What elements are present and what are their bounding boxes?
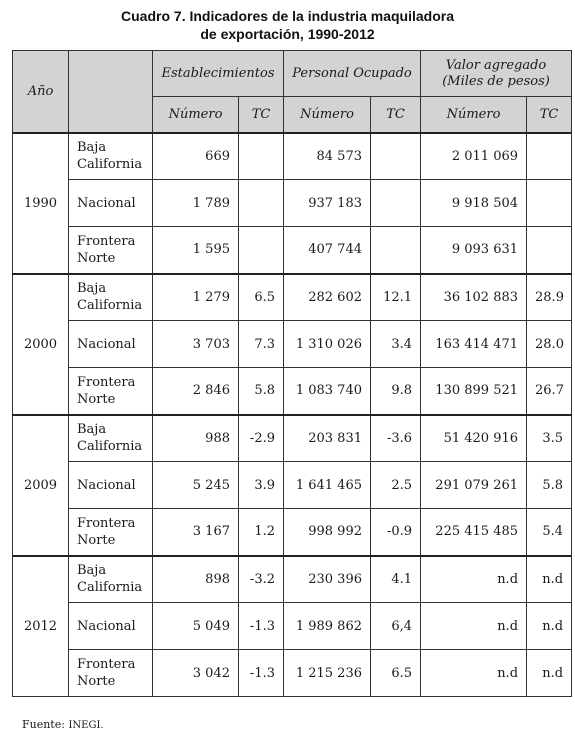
table-row	[13, 556, 572, 603]
table-row	[13, 180, 572, 227]
region-line1: Baja	[77, 422, 107, 438]
source-name: INEGI.	[68, 720, 104, 731]
val-tc-cell: 26.7	[527, 368, 572, 415]
region-line1: Frontera	[77, 657, 136, 672]
region-cell	[69, 603, 153, 650]
est-numero-cell: 3 167	[153, 509, 239, 556]
region-line1: Baja	[77, 140, 107, 156]
region-line1: Frontera	[77, 374, 136, 390]
val-tc-cell: 3.5	[527, 415, 572, 462]
per-tc-cell: 3.4	[371, 321, 421, 368]
per-tc-cell: 2.5	[371, 462, 421, 509]
header-personal-ocupado: Personal Ocupado	[284, 51, 421, 97]
region-line2: California	[77, 439, 143, 455]
est-tc-cell: -1.3	[239, 650, 284, 697]
val-numero-cell: 51 420 916	[421, 415, 527, 462]
per-tc-cell: 12.1	[371, 274, 421, 321]
val-numero-cell: n.d	[421, 650, 527, 697]
region-line2: Norte	[77, 674, 116, 689]
per-tc-cell: 6,4	[371, 603, 421, 650]
region-cell	[69, 133, 153, 180]
est-numero-cell: 2 846	[153, 368, 239, 415]
table-row	[13, 603, 572, 650]
per-numero-cell: 1 310 026	[284, 321, 371, 368]
header-valor-line1: Valor agregado	[445, 57, 547, 73]
header-anio: Año	[13, 51, 69, 133]
val-tc-cell	[527, 180, 572, 227]
est-tc-cell: 5.8	[239, 368, 284, 415]
table-title-line2: de exportación, 1990-2012	[200, 26, 375, 42]
val-numero-cell: 163 414 471	[421, 321, 527, 368]
per-numero-cell: 1 215 236	[284, 650, 371, 697]
est-numero-cell: 988	[153, 415, 239, 462]
table-row	[13, 509, 572, 556]
region-line2: California	[77, 580, 143, 596]
per-numero-cell: 282 602	[284, 274, 371, 321]
val-tc-cell: 5.4	[527, 509, 572, 556]
header-valor-line2: (Miles de pesos)	[442, 73, 550, 89]
per-tc-cell	[371, 133, 421, 180]
val-numero-cell: 130 899 521	[421, 368, 527, 415]
region-cell	[69, 321, 153, 368]
region-line1: Nacional	[77, 336, 136, 352]
year-cell: 2000	[13, 274, 69, 415]
region-line1: Nacional	[77, 195, 136, 211]
table-row	[13, 133, 572, 180]
region-line2: California	[77, 298, 143, 314]
per-numero-cell: 84 573	[284, 133, 371, 180]
region-line1: Nacional	[77, 618, 136, 634]
region-cell	[69, 415, 153, 462]
est-tc-cell: 7.3	[239, 321, 284, 368]
region-line1: Baja	[77, 281, 107, 297]
est-numero-cell: 5 049	[153, 603, 239, 650]
per-tc-cell: 6.5	[371, 650, 421, 697]
table-row	[13, 415, 572, 462]
per-numero-cell: 230 396	[284, 556, 371, 603]
header-val-numero: Número	[421, 97, 527, 133]
per-tc-cell: 9.8	[371, 368, 421, 415]
region-cell	[69, 274, 153, 321]
year-cell: 1990	[13, 133, 69, 274]
year-cell: 2012	[13, 556, 69, 697]
est-numero-cell: 898	[153, 556, 239, 603]
header-valor-agregado	[421, 51, 572, 97]
val-tc-cell: 28.0	[527, 321, 572, 368]
est-tc-cell	[239, 180, 284, 227]
table-row	[13, 368, 572, 415]
est-numero-cell: 1 279	[153, 274, 239, 321]
per-tc-cell	[371, 227, 421, 274]
region-line2: Norte	[77, 532, 116, 548]
per-numero-cell: 1 641 465	[284, 462, 371, 509]
region-cell	[69, 368, 153, 415]
per-numero-cell: 203 831	[284, 415, 371, 462]
est-tc-cell: 1.2	[239, 509, 284, 556]
region-cell	[69, 180, 153, 227]
header-region-blank	[69, 51, 153, 133]
val-numero-cell: 225 415 485	[421, 509, 527, 556]
val-numero-cell: 36 102 883	[421, 274, 527, 321]
val-tc-cell: n.d	[527, 650, 572, 697]
val-tc-cell	[527, 133, 572, 180]
region-line1: Frontera	[77, 233, 136, 249]
header-per-tc: TC	[371, 97, 421, 133]
table-row	[13, 462, 572, 509]
per-tc-cell: 4.1	[371, 556, 421, 603]
header-per-numero: Número	[284, 97, 371, 133]
indicators-table	[12, 50, 572, 697]
val-numero-cell: 9 918 504	[421, 180, 527, 227]
est-tc-cell: 3.9	[239, 462, 284, 509]
region-line1: Frontera	[77, 515, 136, 531]
per-numero-cell: 1 989 862	[284, 603, 371, 650]
header-establecimientos: Establecimientos	[153, 51, 284, 97]
val-numero-cell: 291 079 261	[421, 462, 527, 509]
est-tc-cell	[239, 227, 284, 274]
source-note	[22, 718, 104, 731]
est-tc-cell: 6.5	[239, 274, 284, 321]
table-title-line1: Cuadro 7. Indicadores de la industria maquiladora	[121, 8, 454, 24]
header-est-numero: Número	[153, 97, 239, 133]
val-tc-cell: 28.9	[527, 274, 572, 321]
year-cell: 2009	[13, 415, 69, 556]
est-numero-cell: 3 042	[153, 650, 239, 697]
header-val-tc: TC	[527, 97, 572, 133]
est-numero-cell: 5 245	[153, 462, 239, 509]
est-numero-cell: 1 595	[153, 227, 239, 274]
region-line2: Norte	[77, 250, 116, 266]
table-row	[13, 321, 572, 368]
val-numero-cell: n.d	[421, 603, 527, 650]
source-label: Fuente:	[22, 718, 69, 731]
table-row	[13, 650, 572, 697]
region-cell	[69, 650, 153, 697]
table-title	[0, 7, 575, 43]
est-numero-cell: 3 703	[153, 321, 239, 368]
region-line2: Norte	[77, 391, 116, 407]
per-tc-cell: -3.6	[371, 415, 421, 462]
val-numero-cell: n.d	[421, 556, 527, 603]
val-tc-cell: n.d	[527, 603, 572, 650]
est-tc-cell: -1.3	[239, 603, 284, 650]
table-row	[13, 227, 572, 274]
per-numero-cell: 407 744	[284, 227, 371, 274]
est-tc-cell	[239, 133, 284, 180]
region-cell	[69, 556, 153, 603]
est-numero-cell: 669	[153, 133, 239, 180]
val-tc-cell	[527, 227, 572, 274]
val-tc-cell: 5.8	[527, 462, 572, 509]
val-tc-cell: n.d	[527, 556, 572, 603]
est-tc-cell: -2.9	[239, 415, 284, 462]
region-cell	[69, 227, 153, 274]
region-cell	[69, 462, 153, 509]
header-est-tc: TC	[239, 97, 284, 133]
est-tc-cell: -3.2	[239, 556, 284, 603]
region-line1: Baja	[77, 563, 107, 579]
val-numero-cell: 2 011 069	[421, 133, 527, 180]
per-tc-cell: -0.9	[371, 509, 421, 556]
region-cell	[69, 509, 153, 556]
region-line1: Nacional	[77, 477, 136, 493]
per-numero-cell: 937 183	[284, 180, 371, 227]
per-numero-cell: 998 992	[284, 509, 371, 556]
region-line2: California	[77, 157, 143, 173]
per-numero-cell: 1 083 740	[284, 368, 371, 415]
val-numero-cell: 9 093 631	[421, 227, 527, 274]
per-tc-cell	[371, 180, 421, 227]
table-row	[13, 274, 572, 321]
est-numero-cell: 1 789	[153, 180, 239, 227]
